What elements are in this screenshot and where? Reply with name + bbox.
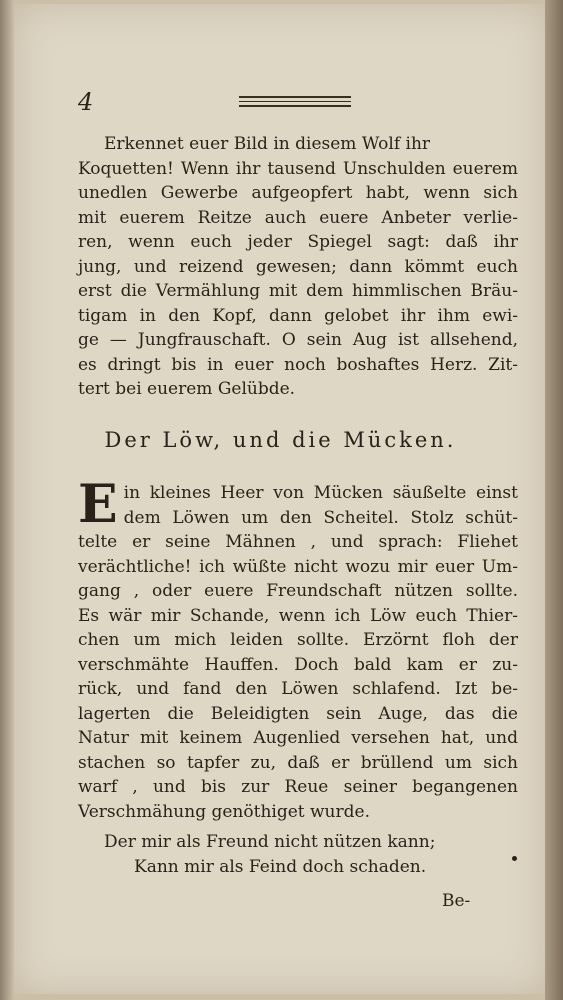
text-line: stachen so tapfer zu, daß er brüllend um sich — [78, 752, 518, 773]
text-line: chen um mich leiden sollte. Erzörnt floh der — [78, 630, 518, 650]
binding-shadow — [0, 0, 14, 1000]
text-line: mit euerem Reitze auch euere Anbeter verlie- — [78, 207, 518, 228]
paragraph-moral-wolf — [78, 132, 518, 402]
text-line: lagerten die Beleidigten sein Auge, das die — [78, 703, 518, 724]
text-line: verschmähte Hauffen. Doch bald kam er zu- — [78, 654, 518, 675]
page-number: 4 — [78, 88, 94, 116]
text-line: tigam in den Kopf, dann gelobet ihr ihm ewi- — [78, 305, 518, 326]
text-line: Koquetten! Wenn ihr tausend Unschulden euerem — [78, 158, 518, 179]
text-line: Verschmähung genöthiget wurde. — [78, 801, 370, 822]
header-rule — [239, 96, 351, 108]
catchword: Be- — [442, 891, 471, 911]
paragraph-fable — [78, 474, 518, 824]
text-line: jung, und reizend gewesen; dann kömmt euch — [78, 256, 518, 277]
drop-cap: E — [78, 474, 118, 535]
text-line: dem Löwen um den Scheitel. Stolz schüt- — [123, 507, 518, 528]
text-line: in kleines Heer von Mücken säußelte einst — [123, 483, 518, 503]
book-page — [14, 4, 547, 994]
moral-line: Der mir als Freund nicht nützen kann; — [104, 832, 436, 852]
page-edge — [545, 0, 563, 1000]
ink-blot — [512, 856, 517, 861]
moral-couplet — [104, 830, 484, 880]
moral-line: Kann mir als Feind doch schaden. — [134, 857, 427, 877]
text-line: verächtliche! ich wüßte nicht wozu mir euer Um- — [78, 556, 518, 577]
fable-title: Der Löw, und die Mücken. — [104, 428, 457, 452]
text-line: unedlen Gewerbe aufgeopfert habt, wenn sich — [78, 183, 518, 203]
text-line: es dringt bis in euer noch boshaftes Herz. Zit- — [78, 354, 518, 375]
text-line: ren, wenn euch jeder Spiegel sagt: daß ihr — [78, 232, 518, 252]
text-line: gang , oder euere Freundschaft nützen sollte. — [78, 581, 518, 601]
text-line: erst die Vermählung mit dem himmlischen Bräu- — [78, 281, 518, 301]
text-line: ge — Jungfrauschaft. O sein Aug ist allsehend, — [78, 330, 518, 350]
text-line: warf , und bis zur Reue seiner begangenen — [78, 777, 518, 797]
text-line: Erkennet euer Bild in diesem Wolf ihr — [104, 134, 431, 154]
text-line: rück, und fand den Löwen schlafend. Izt be- — [78, 679, 518, 699]
text-line: telte er seine Mähnen , und sprach: Fliehet — [78, 532, 518, 552]
text-line: tert bei euerem Gelübde. — [78, 379, 296, 399]
text-line: Es wär mir Schande, wenn ich Löw euch Thier- — [78, 605, 518, 626]
text-line: Natur mit keinem Augenlied versehen hat, und — [78, 728, 518, 748]
